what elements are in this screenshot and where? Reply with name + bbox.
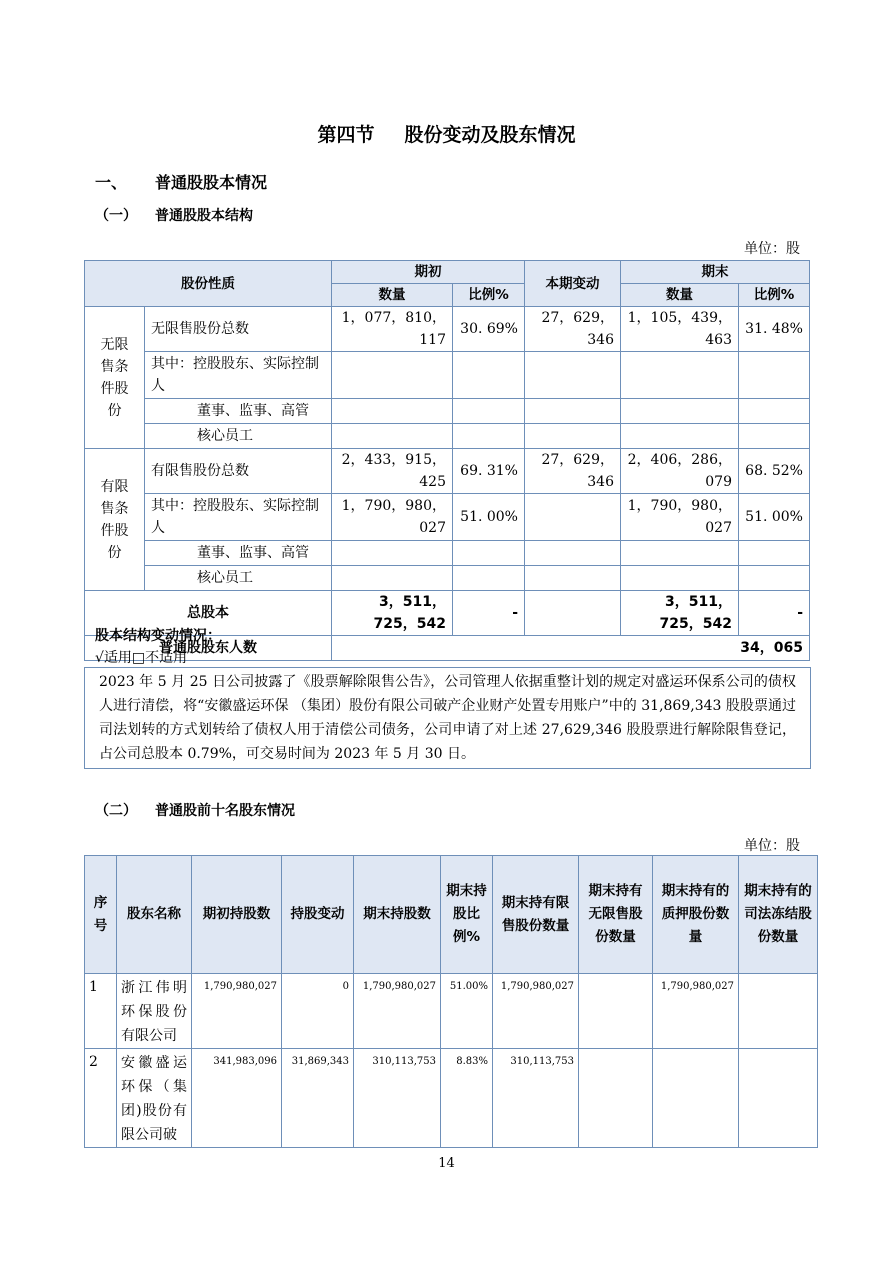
holders-row: 普通股股东人数 34，065 — [85, 636, 810, 661]
total-row: 总股本 3，511，725，542 - 3，511，725，542 - — [85, 591, 810, 636]
header-begin: 期初 — [332, 261, 525, 284]
header-ratio: 比例% — [739, 284, 810, 307]
section-number: 第四节 — [317, 124, 375, 146]
applicability-text: √适用□不适用 — [95, 650, 188, 666]
change-note-box: 2023 年 5 月 25 日公司披露了《股票解除限售公告》，公司管理人依据重整计划的规定对盛运环保系公司的债权人进行清偿，将“安徽盛运环保 （集团）股份有限公司破产企业财产处置专用账户”中的 31,869,343 股股票通过司法划转的方式划转给了债权人用于清偿公司债务，公司申请了对上述 27,629,346 股股票进行解除限售登记，占公司总股本 0.79%，可交易时间为 2023 年 5 月 30 日。 — [84, 667, 811, 769]
table-row: 其中：控股股东、实际控制人 — [85, 352, 810, 399]
page-number: 14 — [438, 1156, 455, 1171]
header-name: 股东名称 — [117, 856, 192, 974]
header-ratio: 比例% — [453, 284, 525, 307]
change-note-heading: 股本结构变动情况： — [95, 628, 221, 644]
header-change: 持股变动 — [282, 856, 354, 974]
header-pledged: 期末持有的质押股份数量 — [653, 856, 739, 974]
header-no: 序号 — [85, 856, 117, 974]
heading-level2: （一） 普通股股本结构 — [95, 208, 253, 224]
heading-level1: 一、 普通股股本情况 — [95, 173, 268, 192]
header-ratio: 期末持股比例% — [441, 856, 493, 974]
table-row: 无限售条件股份 无限售股份总数 1，077，810，117 30. 69% 27，629，346 1，105，439，463 31. 48% — [85, 307, 810, 352]
table-row: 董事、监事、高管 — [85, 399, 810, 424]
section-name: 股份变动及股东情况 — [404, 124, 576, 146]
table-row: 1 浙江伟明环保股份有限公司 1,790,980,027 0 1,790,980,027 51.00% 1,790,980,027 1,790,980,027 — [85, 974, 818, 1049]
table-row: 2 安徽盛运环保（集团)股份有限公司破 341,983,096 31,869,343 310,113,753 8.83% 310,113,753 — [85, 1049, 818, 1148]
share-structure-table — [84, 260, 810, 661]
heading-top10: （二） 普通股前十名股东情况 — [95, 803, 295, 819]
header-nature: 股份性质 — [85, 261, 332, 307]
header-change: 本期变动 — [525, 261, 621, 307]
group-label-unrestricted: 无限售条件股份 — [85, 307, 145, 449]
section-title — [0, 120, 893, 147]
table-row: 核心员工 — [85, 424, 810, 449]
table-row: 董事、监事、高管 — [85, 541, 810, 566]
header-end: 期末持股数 — [354, 856, 441, 974]
header-unrestricted: 期末持有无限售股份数量 — [579, 856, 653, 974]
header-qty: 数量 — [621, 284, 739, 307]
header-end: 期末 — [621, 261, 810, 284]
top10-shareholders-table — [84, 855, 818, 1148]
unit-label: 单位：股 — [744, 838, 800, 854]
header-frozen: 期末持有的司法冻结股份数量 — [739, 856, 818, 974]
table-row: 核心员工 — [85, 566, 810, 591]
table-row: 其中：控股股东、实际控制人 1，790，980，027 51. 00% 1，790，980，027 51. 00% — [85, 494, 810, 541]
table-row: 有限售条件股份 有限售股份总数 2，433，915，425 69. 31% 27，629，346 2，406，286，079 68. 52% — [85, 449, 810, 494]
group-label-restricted: 有限售条件股份 — [85, 449, 145, 591]
header-qty: 数量 — [332, 284, 453, 307]
header-restricted: 期末持有限售股份数量 — [493, 856, 579, 974]
header-begin: 期初持股数 — [192, 856, 282, 974]
unit-label: 单位：股 — [744, 241, 800, 257]
